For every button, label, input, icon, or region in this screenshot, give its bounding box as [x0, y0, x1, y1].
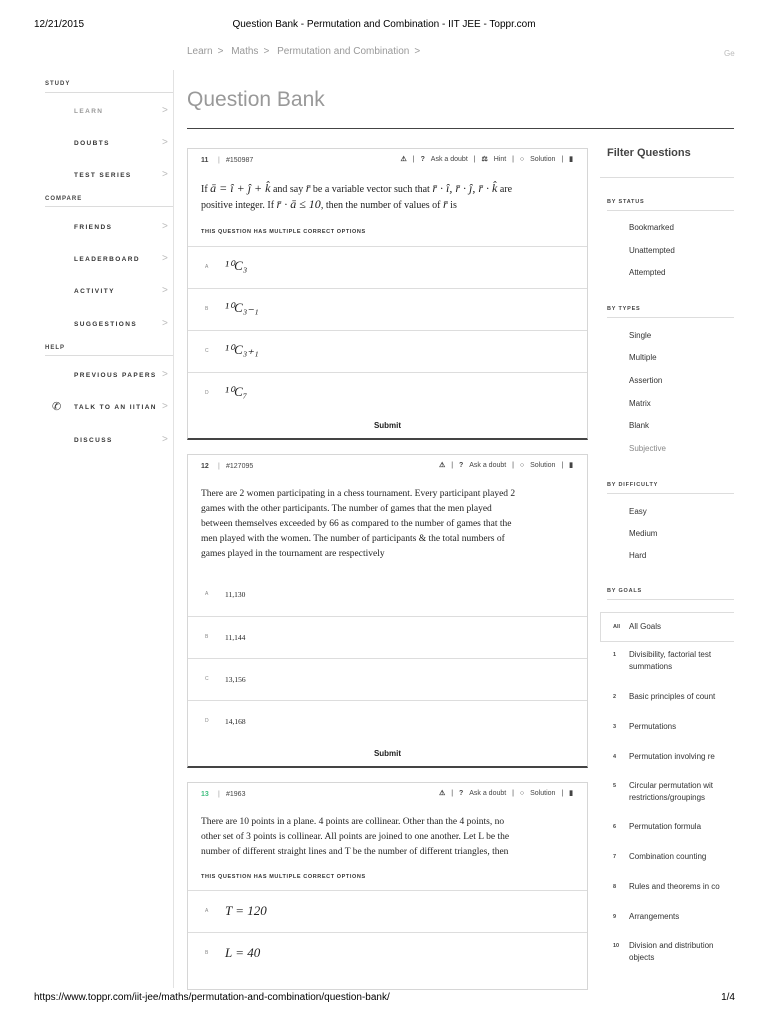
print-title: Question Bank - Permutation and Combination - IIT JEE - Toppr.com [232, 19, 536, 30]
sidebar-item-activity[interactable] [34, 282, 174, 302]
chevron-right-icon: > [162, 369, 170, 380]
separator: | [451, 462, 454, 469]
sidebar-item-label: LEARN [74, 108, 104, 115]
print-url: https://www.toppr.com/iit-jee/maths/permutation-and-combination/question-bank/ [34, 992, 390, 1003]
filter-divider [600, 177, 734, 178]
question-text-line: between themselves exceeded by 66 as compared to the number of games that the [201, 519, 512, 529]
breadcrumb-permutation-and-combination[interactable]: Permutation and Combination [277, 46, 410, 57]
option-value: 14,168 [225, 717, 246, 726]
option-a[interactable] [188, 246, 587, 288]
sidebar-divider [45, 206, 173, 207]
question-text-part: and say [272, 184, 304, 195]
goal-7[interactable] [600, 851, 734, 865]
breadcrumb-learn[interactable]: Learn [187, 46, 213, 57]
chevron-right-icon: > [162, 253, 170, 264]
question-card [187, 782, 588, 990]
option-value: 13,156 [225, 675, 246, 684]
goal-10[interactable] [600, 940, 734, 968]
option-d[interactable] [188, 700, 587, 742]
goal-4[interactable] [600, 751, 734, 765]
separator: | [512, 790, 514, 797]
phone-icon: ✆ [52, 401, 63, 413]
goal-9[interactable] [600, 911, 734, 925]
chevron-right-icon: > [162, 169, 170, 180]
question-text-line: games with the other participants. The number of games that the men played [201, 504, 492, 514]
option-b[interactable] [188, 616, 587, 658]
option-value: 11,144 [225, 633, 246, 642]
separator: | [561, 156, 564, 163]
filter-type-matrix[interactable]: Matrix [629, 399, 651, 408]
question-text-line: There are 10 points in a plane. 4 points are collinear. Other than the 4 points, no [201, 817, 505, 827]
chevron-right-icon: > [162, 285, 170, 296]
question-header [188, 455, 587, 479]
filter-heading-difficulty: BY DIFFICULTY [607, 482, 659, 488]
ask-doubt-link[interactable]: Ask a doubt [430, 156, 468, 163]
question-text-line: other set of 3 points is collinear. All points are joined to one another. Let L be the [201, 832, 510, 842]
separator: | [218, 157, 220, 164]
question-mark-icon: ? [420, 156, 425, 163]
question-text-part: , then the number of values of [320, 200, 441, 211]
option-a[interactable] [188, 890, 587, 932]
math: r̄ [443, 197, 448, 211]
submit-button[interactable]: Submit [373, 749, 402, 758]
goal-8[interactable] [600, 881, 734, 895]
question-text-part: be a variable vector such that [312, 184, 430, 195]
filter-difficulty-medium[interactable]: Medium [629, 529, 658, 538]
goal-title: Combination counting [629, 852, 707, 861]
option-key: A [205, 591, 209, 597]
breadcrumb-separator-icon: > [217, 46, 224, 57]
question-text-line: men played with the women. The number of participants & the total numbers of [201, 534, 505, 544]
option-key: B [205, 306, 209, 312]
chevron-right-icon: > [162, 434, 170, 445]
question-number: 13 [201, 791, 209, 798]
goal-title-line: Divisibility, factorial test [629, 650, 712, 659]
solution-link[interactable]: Solution [530, 462, 556, 469]
option-b[interactable] [188, 288, 587, 330]
filter-title: Filter Questions [607, 147, 691, 159]
option-value: ¹⁰C₃₊₁ [225, 342, 259, 357]
goal-title [629, 940, 734, 964]
goal-title-line: Division and distribution [629, 941, 714, 950]
goal-number: 8 [613, 884, 617, 890]
question-header [188, 783, 587, 807]
goal-title: Permutation involving re [629, 752, 715, 761]
math: r̄ · ā ≤ 10 [276, 197, 321, 211]
question-actions [435, 789, 573, 797]
question-text-part: is [450, 200, 457, 211]
sidebar-item-label: DOUBTS [74, 140, 110, 147]
filter-type-multiple[interactable]: Multiple [629, 353, 657, 362]
chevron-right-icon: > [162, 221, 170, 232]
sidebar-item-previous-papers[interactable] [34, 366, 174, 386]
filter-heading-goals: BY GOALS [607, 588, 643, 594]
separator: | [561, 462, 564, 469]
sidebar-item-test-series[interactable] [34, 166, 174, 186]
option-key: A [205, 264, 209, 270]
question-card [187, 148, 588, 440]
question-header [188, 149, 587, 173]
sidebar-item-label: TALK TO AN IITIAN [74, 404, 157, 411]
option-value: L = 40 [225, 945, 261, 960]
bulb-icon: ○ [519, 462, 525, 469]
separator: | [561, 790, 564, 797]
page-title: Question Bank [187, 88, 325, 111]
option-value: T = 120 [225, 903, 267, 918]
goal-title: Arrangements [629, 912, 680, 921]
sidebar-item-label: ACTIVITY [74, 288, 115, 295]
goal-all[interactable] [600, 621, 734, 635]
question-text-line: There are 2 women participating in a chess tournament. Every participant played 2 [201, 489, 516, 499]
sidebar-item-label: TEST SERIES [74, 172, 132, 179]
sidebar-item-talk-to-an-iitian[interactable] [34, 398, 174, 418]
filter-status-bookmarked[interactable]: Bookmarked [629, 223, 674, 232]
question-text-line: number of different straight lines and T be the number of different triangles, then [201, 847, 509, 857]
option-value: ¹⁰C₇ [225, 384, 248, 399]
multiple-correct-note: THIS QUESTION HAS MULTIPLE CORRECT OPTIONS [201, 229, 366, 235]
chevron-right-icon: > [162, 137, 170, 148]
sidebar-item-label: DISCUSS [74, 437, 113, 444]
question-number: 11 [201, 157, 209, 164]
goal-5[interactable] [600, 780, 734, 808]
goal-number: All [613, 624, 621, 630]
filter-panel [600, 129, 734, 989]
separator: | [473, 156, 476, 163]
option-c[interactable] [188, 330, 587, 372]
print-date: 12/21/2015 [34, 19, 85, 30]
goal-number: 3 [613, 724, 617, 730]
separator: | [412, 156, 415, 163]
question-actions [397, 155, 573, 163]
filter-difficulty-hard[interactable]: Hard [629, 551, 647, 560]
separator: | [451, 790, 454, 797]
filter-heading-status: BY STATUS [607, 199, 645, 205]
option-key: C [205, 348, 209, 354]
option-key: A [205, 908, 209, 914]
ask-doubt-link[interactable]: Ask a doubt [469, 462, 507, 469]
goal-title-line: objects [629, 953, 655, 962]
separator: | [512, 156, 514, 163]
question-number: 12 [201, 463, 209, 470]
goal-title: Permutation formula [629, 822, 702, 831]
sidebar-section-study: STUDY [45, 81, 71, 87]
goal-title-line: restrictions/groupings [629, 793, 706, 802]
goal-title: Rules and theorems in co [629, 882, 720, 891]
sidebar-section-help: HELP [45, 345, 66, 351]
filter-type-subjective[interactable]: Subjective [629, 444, 666, 453]
warning-icon[interactable]: ⚠ [438, 790, 446, 797]
goal-title [629, 649, 734, 673]
goal-number: 5 [613, 783, 617, 789]
breadcrumb-separator-icon: > [414, 46, 421, 57]
sidebar-item-friends[interactable] [34, 218, 174, 238]
question-mark-icon: ? [458, 462, 464, 469]
sidebar-divider [45, 355, 173, 356]
option-key: D [205, 718, 209, 724]
header-right-link[interactable]: Ge [724, 49, 735, 58]
filter-divider [607, 317, 734, 318]
option-value: ¹⁰C₃ [225, 258, 248, 273]
breadcrumb-separator-icon: > [263, 46, 270, 57]
filter-type-assertion[interactable]: Assertion [629, 376, 663, 385]
option-key: B [205, 950, 209, 956]
question-mark-icon: ? [458, 790, 464, 797]
filter-status-attempted[interactable]: Attempted [629, 268, 666, 277]
sidebar-item-label: SUGGESTIONS [74, 321, 138, 328]
option-d[interactable] [188, 372, 587, 414]
filter-type-single[interactable]: Single [629, 331, 652, 340]
goal-number: 1 [613, 652, 617, 658]
goal-number: 4 [613, 754, 617, 760]
breadcrumb [187, 46, 425, 57]
print-page-number: 1/4 [721, 992, 735, 1003]
question-text-line: games played in the tournament are respectively [201, 549, 385, 559]
ask-doubt-link[interactable]: Ask a doubt [469, 790, 507, 797]
question-id: #150987 [226, 157, 254, 164]
question-id: #127095 [226, 463, 254, 470]
print-footer [0, 992, 768, 1006]
goal-title: All Goals [629, 622, 662, 631]
sidebar-divider [45, 92, 173, 93]
chevron-right-icon: > [162, 105, 170, 116]
option-key: C [205, 676, 209, 682]
submit-button[interactable]: Submit [373, 421, 402, 430]
goal-2[interactable] [600, 691, 734, 705]
sidebar-item-label: PREVIOUS PAPERS [74, 372, 157, 379]
filter-difficulty-easy[interactable]: Easy [629, 507, 647, 516]
sidebar-section-compare: COMPARE [45, 196, 83, 202]
breadcrumb-maths[interactable]: Maths [231, 46, 259, 57]
question-card [187, 454, 588, 768]
goal-6[interactable] [600, 821, 734, 835]
sidebar-item-doubts[interactable] [34, 134, 174, 154]
option-key: B [205, 634, 209, 640]
filter-divider [607, 493, 734, 494]
goal-title: Basic principles of count [629, 692, 716, 701]
separator: | [512, 462, 514, 469]
chevron-right-icon: > [162, 401, 170, 412]
filter-status-unattempted[interactable]: Unattempted [629, 246, 675, 255]
question-id: #1963 [226, 791, 246, 798]
option-value: 11,130 [225, 590, 246, 599]
separator: | [218, 791, 220, 798]
warning-icon[interactable]: ⚠ [438, 462, 446, 469]
math: r̄ [305, 181, 311, 195]
chevron-right-icon: > [162, 318, 170, 329]
goal-3[interactable] [600, 721, 734, 735]
bulb-icon: ○ [519, 790, 525, 797]
goal-title-line: Circular permutation wit [629, 781, 714, 790]
goal-title [629, 780, 734, 804]
bookmark-icon[interactable]: ▮ [569, 790, 573, 797]
warning-icon[interactable]: ⚠ [400, 156, 407, 163]
question-text [201, 181, 581, 213]
option-c[interactable] [188, 658, 587, 700]
bookmark-icon[interactable]: ▮ [569, 462, 573, 469]
filter-type-blank[interactable]: Blank [629, 421, 650, 430]
sidebar-item-suggestions[interactable] [34, 315, 174, 335]
goal-number: 6 [613, 824, 617, 830]
option-value: ¹⁰C₃₋₁ [225, 300, 259, 315]
separator: | [218, 463, 220, 470]
question-text [201, 487, 581, 562]
bulb-icon: ○ [519, 156, 525, 163]
goal-1[interactable] [600, 649, 734, 677]
bookmark-icon[interactable]: ▮ [569, 156, 573, 163]
option-key: D [205, 390, 209, 396]
sidebar-item-leaderboard[interactable] [34, 250, 174, 270]
question-text [201, 815, 581, 860]
solution-link[interactable]: Solution [530, 790, 556, 797]
question-text-part: If [201, 184, 208, 195]
option-b[interactable] [188, 932, 587, 974]
math: ā = î + ĵ + k̂ [210, 181, 271, 195]
question-text-part: are [499, 184, 513, 195]
option-a[interactable] [188, 573, 587, 608]
question-actions [435, 461, 573, 469]
goal-number: 7 [613, 854, 617, 860]
question-text-part: positive integer. If [201, 200, 275, 211]
sidebar-item-label: FRIENDS [74, 224, 113, 231]
sidebar-item-learn[interactable] [34, 102, 174, 122]
filter-divider [607, 599, 734, 600]
goal-title: Permutations [629, 722, 677, 731]
filter-heading-types: BY TYPES [607, 306, 641, 312]
goal-number: 9 [613, 914, 617, 920]
hint-link[interactable]: Hint [493, 156, 507, 163]
solution-link[interactable]: Solution [530, 156, 556, 163]
sidebar [34, 70, 174, 988]
hint-icon: ⚖ [481, 156, 488, 163]
print-header [0, 19, 768, 33]
goal-title-line: summations [629, 662, 673, 671]
multiple-correct-note: THIS QUESTION HAS MULTIPLE CORRECT OPTIONS [201, 874, 366, 880]
sidebar-item-discuss[interactable] [34, 431, 174, 451]
filter-divider [607, 210, 734, 211]
goal-number: 10 [613, 943, 620, 949]
goal-number: 2 [613, 694, 617, 700]
sidebar-item-label: LEADERBOARD [74, 256, 140, 263]
math: r̄ · î, r̄ · ĵ, r̄ · k̂ [432, 181, 498, 195]
